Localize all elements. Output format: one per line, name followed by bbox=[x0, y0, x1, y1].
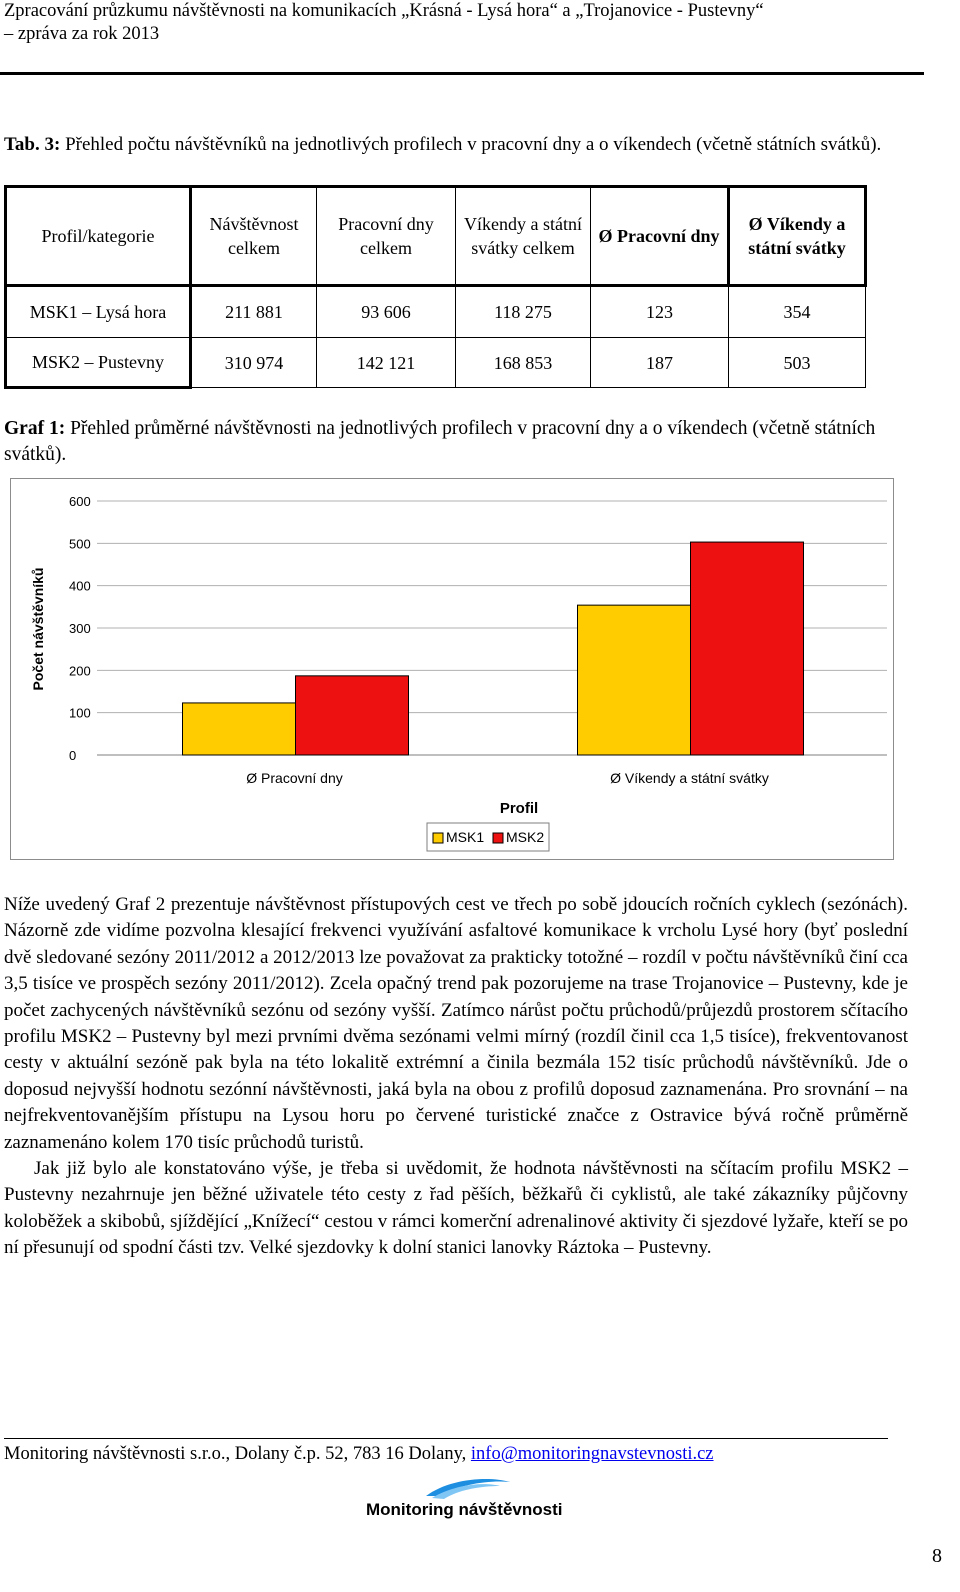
x-axis-label: Profil bbox=[499, 800, 539, 817]
footer-email-link[interactable]: info@monitoringnavstevnosti.cz bbox=[470, 1444, 714, 1464]
bar-msk2 bbox=[691, 542, 804, 755]
legend-label: MSK2 bbox=[506, 829, 545, 845]
table-caption-label: Tab. 3: bbox=[4, 134, 61, 155]
table-header-cell: Ø Víkendy a státní svátky bbox=[729, 187, 866, 286]
table-cell: 354 bbox=[729, 286, 866, 338]
y-axis-label: Počet návštěvníků bbox=[30, 567, 46, 691]
table-header-cell: Návštěvnost celkem bbox=[191, 187, 317, 286]
table-cell: 503 bbox=[729, 338, 866, 388]
bar-chart bbox=[11, 479, 893, 859]
page-number: 8 bbox=[932, 1545, 942, 1567]
table-caption bbox=[4, 132, 924, 158]
x-category-label: Ø Pracovní dny bbox=[246, 770, 343, 786]
table-cell: 123 bbox=[591, 286, 729, 338]
table-cell: 211 881 bbox=[191, 286, 317, 338]
y-tick-label: 500 bbox=[69, 536, 91, 552]
legend-swatch-msk2 bbox=[493, 833, 503, 843]
bar-msk2 bbox=[296, 676, 409, 755]
graph-caption-text: Přehled průměrné návštěvnosti na jednotlivých profilech v pracovní dny a o víkendech (včetně státních svátků). bbox=[4, 418, 876, 465]
y-tick-label: 200 bbox=[69, 663, 91, 679]
logo-text: Monitoring návštěvnosti bbox=[366, 1500, 563, 1519]
bar-msk1 bbox=[183, 703, 296, 755]
table-cell: 168 853 bbox=[456, 338, 591, 388]
y-tick-label: 300 bbox=[69, 621, 91, 636]
header-rule bbox=[0, 72, 924, 75]
chart-frame bbox=[10, 478, 894, 860]
table-cell: 118 275 bbox=[456, 286, 591, 338]
y-tick-label: 100 bbox=[69, 705, 91, 721]
header-title-line2: – zpráva za rok 2013 bbox=[4, 24, 160, 44]
page-header bbox=[4, 0, 924, 46]
table-cell: 310 974 bbox=[191, 338, 317, 388]
legend-label: MSK1 bbox=[446, 829, 485, 845]
legend-swatch-msk1 bbox=[433, 833, 443, 843]
table-header-cell: Profil/kategorie bbox=[6, 187, 191, 286]
table-header-row bbox=[6, 187, 866, 286]
table-header-cell: Ø Pracovní dny bbox=[591, 187, 729, 286]
graph-caption bbox=[4, 416, 924, 468]
table-row bbox=[6, 338, 866, 388]
paragraph: Níže uvedený Graf 2 prezentuje návštěvnost přístupových cest ve třech po sobě jdoucích ročních cyklech (sezónách). Názorně zde vidíme pozvolna klesající frekvenci využívání asfaltové komunikace k vrcholu Lysé hory (byť poslední dvě sledované sezóny 2011/2012 a 2012/2013 lze považovat za prakticky totožné – rozdíl v počtu návštěvníků činí cca 3,5 tisíce ve prospěch sezóny 2011/2012). Zcela opačný trend pak pozorujeme na trase Trojanovice – Pustevny, kde je počet zachycených návštěvníků sezónu od sezóny vyšší. Zatímco nárůst počtu průchodů/průjezdů prostorem sčítacího profilu MSK2 – Pustevny byl mezi prvními dvěma sezónami velmi mírný (rozdíl činil cca 1,5 tisíce), frekventovanost cesty v aktuální sezóně pak byla na této lokalitě extrémní a činila bezmála 152 tisíc průchodů návštěvníků. Jde o doposud nejvyšší hodnotu sezónní návštěvnosti, jaká byla na obou z profilů doposud zaznamenána. Pro srovnání – na nejfrekventovanějším přístupu na Lysou horu po červené turistické značce z Ostravice bývá ročně průměrně zaznamenáno kolem 170 tisíc průchodů turistů. bbox=[4, 894, 908, 1153]
table-header-cell: Víkendy a státní svátky celkem bbox=[456, 187, 591, 286]
y-tick-label: 400 bbox=[69, 578, 91, 594]
table-row-profile: MSK2 – Pustevny bbox=[6, 338, 191, 388]
table-cell: 142 121 bbox=[317, 338, 456, 388]
footer bbox=[4, 1442, 714, 1466]
visitor-table bbox=[4, 185, 867, 389]
table-cell: 187 bbox=[591, 338, 729, 388]
header-title-line1: Zpracování průzkumu návštěvnosti na komunikacích „Krásná - Lysá hora“ a „Trojanovice - Pustevny“ bbox=[4, 1, 764, 21]
y-tick-label: 600 bbox=[69, 494, 91, 509]
table-caption-text: Přehled počtu návštěvníků na jednotlivých profilech v pracovní dny a o víkendech (včetně státních svátků). bbox=[65, 134, 882, 155]
footer-rule bbox=[4, 1438, 888, 1439]
footer-address: Monitoring návštěvnosti s.r.o., Dolany č.p. 52, 783 16 Dolany, bbox=[4, 1444, 471, 1464]
x-category-label: Ø Víkendy a státní svátky bbox=[610, 770, 769, 786]
table-row-profile: MSK1 – Lysá hora bbox=[6, 286, 191, 338]
y-tick-label: 0 bbox=[69, 748, 77, 763]
table-cell: 93 606 bbox=[317, 286, 456, 338]
bar-msk1 bbox=[578, 605, 691, 755]
paragraph: Jak již bylo ale konstatováno výše, je třeba si uvědomit, že hodnota návštěvnosti na sčítacím profilu MSK2 – Pustevny nezahrnuje jen běžné uživatele této cesty z řad pěších, běžkařů či cyklistů, ale také zákazníky půjčovny koloběžek a skibobů, sjíždějící „Knížecí“ cestou v rámci komerční adrenalinové aktivity či sjezdové lyžaře, kteří se po ní přesunují od spodní části tzv. Velké sjezdovky k dolní stanici lanovky Ráztoka – Pustevny. bbox=[4, 1158, 908, 1259]
graph-caption-label: Graf 1: bbox=[4, 418, 66, 439]
table-header-cell: Pracovní dny celkem bbox=[317, 187, 456, 286]
body-text bbox=[4, 892, 908, 1262]
table-row bbox=[6, 286, 866, 338]
